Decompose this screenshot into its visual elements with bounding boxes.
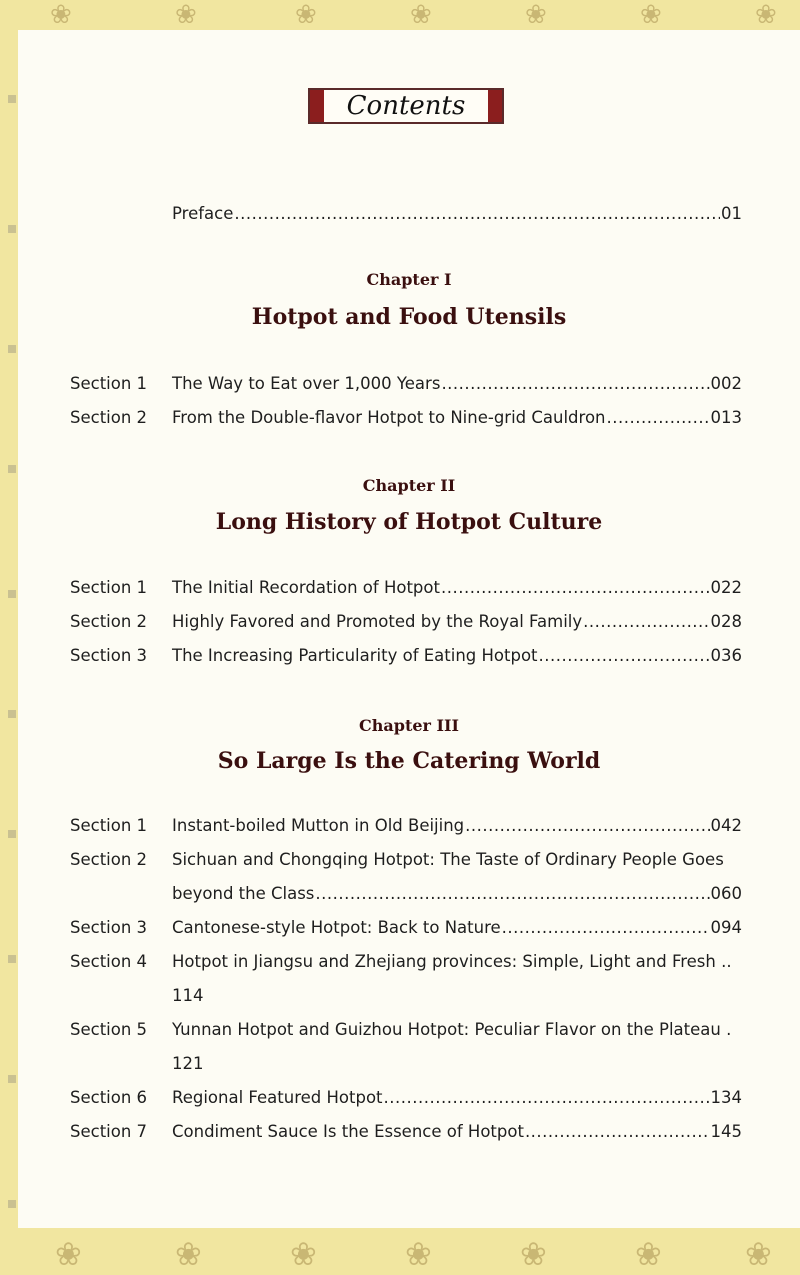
entry-page: 042 — [710, 816, 742, 835]
chapter-label: Chapter I — [366, 270, 452, 289]
entry-page: 028 — [710, 612, 742, 631]
toc-entry[interactable] — [172, 1084, 742, 1112]
toc-entry[interactable] — [172, 1118, 742, 1146]
border-mark — [8, 225, 16, 233]
entry-title: Preface — [172, 204, 234, 223]
entry-title: Cantonese-style Hotpot: Back to Nature — [172, 918, 501, 937]
cloud-ornament-icon: ❀ — [50, 0, 72, 30]
section-number: Section 1 — [70, 374, 148, 393]
toc-entry[interactable] — [172, 608, 742, 636]
cloud-ornament-icon: ❀ — [635, 1235, 662, 1273]
toc-entry[interactable] — [172, 642, 742, 670]
section-number: Section 3 — [70, 646, 148, 665]
section-number: Section 1 — [70, 816, 148, 835]
leader-dots — [539, 642, 710, 670]
entry-title-line[interactable]: Yunnan Hotpot and Guizhou Hotpot: Peculiar Flavor on the Plateau . — [172, 1020, 732, 1039]
entry-title: From the Double-flavor Hotpot to Nine-grid Cauldron — [172, 408, 606, 427]
entry-page: 121 — [172, 1054, 204, 1073]
entry-page: 022 — [710, 578, 742, 597]
entry-title: Regional Featured Hotpot — [172, 1088, 383, 1107]
toc-entry-preface[interactable] — [172, 200, 742, 228]
toc-entry[interactable] — [172, 880, 742, 908]
border-mark — [8, 955, 16, 963]
entry-title: The Way to Eat over 1,000 Years — [172, 374, 441, 393]
entry-page: 114 — [172, 986, 204, 1005]
decorative-border-left — [0, 30, 18, 1228]
chapter-title: Long History of Hotpot Culture — [215, 509, 603, 535]
leader-dots — [583, 608, 709, 636]
entry-page: 013 — [710, 408, 742, 427]
entry-title: The Increasing Particularity of Eating Hotpot — [172, 646, 538, 665]
entry-page: 036 — [710, 646, 742, 665]
toc-entry[interactable] — [172, 404, 742, 432]
cloud-ornament-icon: ❀ — [410, 0, 432, 30]
entry-title: Highly Favored and Promoted by the Royal Family — [172, 612, 583, 631]
cloud-ornament-icon: ❀ — [55, 1235, 82, 1273]
chapter-label: Chapter II — [362, 476, 456, 495]
leader-dots — [465, 812, 709, 840]
leader-dots — [502, 914, 710, 942]
cloud-ornament-icon: ❀ — [520, 1235, 547, 1273]
leader-dots — [441, 370, 709, 398]
border-mark — [8, 710, 16, 718]
entry-page: 145 — [710, 1122, 742, 1141]
leader-dots — [384, 1084, 710, 1112]
title-bar-right — [488, 90, 502, 122]
entry-page: 134 — [710, 1088, 742, 1107]
contents-page — [18, 30, 800, 1228]
cloud-ornament-icon: ❀ — [755, 0, 777, 30]
entry-title-line[interactable]: Hotpot in Jiangsu and Zhejiang provinces: Simple, Light and Fresh .. — [172, 952, 732, 971]
decorative-border-bottom — [0, 1228, 800, 1275]
border-mark — [8, 590, 16, 598]
cloud-ornament-icon: ❀ — [175, 0, 197, 30]
cloud-ornament-icon: ❀ — [640, 0, 662, 30]
section-number: Section 4 — [70, 952, 148, 971]
chapter-label: Chapter III — [359, 716, 459, 735]
entry-title-line[interactable]: Sichuan and Chongqing Hotpot: The Taste of Ordinary People Goes — [172, 850, 724, 869]
leader-dots — [441, 574, 710, 602]
section-number: Section 2 — [70, 408, 148, 427]
section-number: Section 7 — [70, 1122, 148, 1141]
entry-page: 01 — [721, 204, 742, 223]
chapter-title: So Large Is the Catering World — [217, 748, 601, 774]
page-title: Contents — [346, 91, 466, 121]
cloud-ornament-icon: ❀ — [295, 0, 317, 30]
toc-entry[interactable] — [172, 914, 742, 942]
contents-title-box — [308, 88, 504, 124]
section-number: Section 5 — [70, 1020, 148, 1039]
cloud-ornament-icon: ❀ — [175, 1235, 202, 1273]
cloud-ornament-icon: ❀ — [525, 0, 547, 30]
leader-dots — [234, 200, 720, 228]
cloud-ornament-icon: ❀ — [290, 1235, 317, 1273]
section-number: Section 2 — [70, 850, 148, 869]
entry-page: 060 — [710, 884, 742, 903]
border-mark — [8, 345, 16, 353]
title-bar-left — [310, 90, 324, 122]
section-number: Section 2 — [70, 612, 148, 631]
leader-dots — [607, 404, 710, 432]
section-number: Section 6 — [70, 1088, 148, 1107]
border-mark — [8, 1200, 16, 1208]
entry-page: 002 — [710, 374, 742, 393]
leader-dots — [315, 880, 709, 908]
section-number: Section 3 — [70, 918, 148, 937]
cloud-ornament-icon: ❀ — [405, 1235, 432, 1273]
entry-title: The Initial Recordation of Hotpot — [172, 578, 440, 597]
toc-entry[interactable] — [172, 370, 742, 398]
leader-dots — [525, 1118, 710, 1146]
chapter-title: Hotpot and Food Utensils — [251, 304, 567, 330]
toc-entry[interactable] — [172, 574, 742, 602]
border-mark — [8, 465, 16, 473]
toc-entry[interactable] — [172, 812, 742, 840]
border-mark — [8, 1075, 16, 1083]
cloud-ornament-icon: ❀ — [745, 1235, 772, 1273]
entry-title: Condiment Sauce Is the Essence of Hotpot — [172, 1122, 524, 1141]
border-mark — [8, 95, 16, 103]
decorative-border-top — [0, 0, 800, 30]
entry-page: 094 — [710, 918, 742, 937]
section-number: Section 1 — [70, 578, 148, 597]
entry-title: Instant-boiled Mutton in Old Beijing — [172, 816, 465, 835]
border-mark — [8, 830, 16, 838]
entry-title: beyond the Class — [172, 884, 315, 903]
